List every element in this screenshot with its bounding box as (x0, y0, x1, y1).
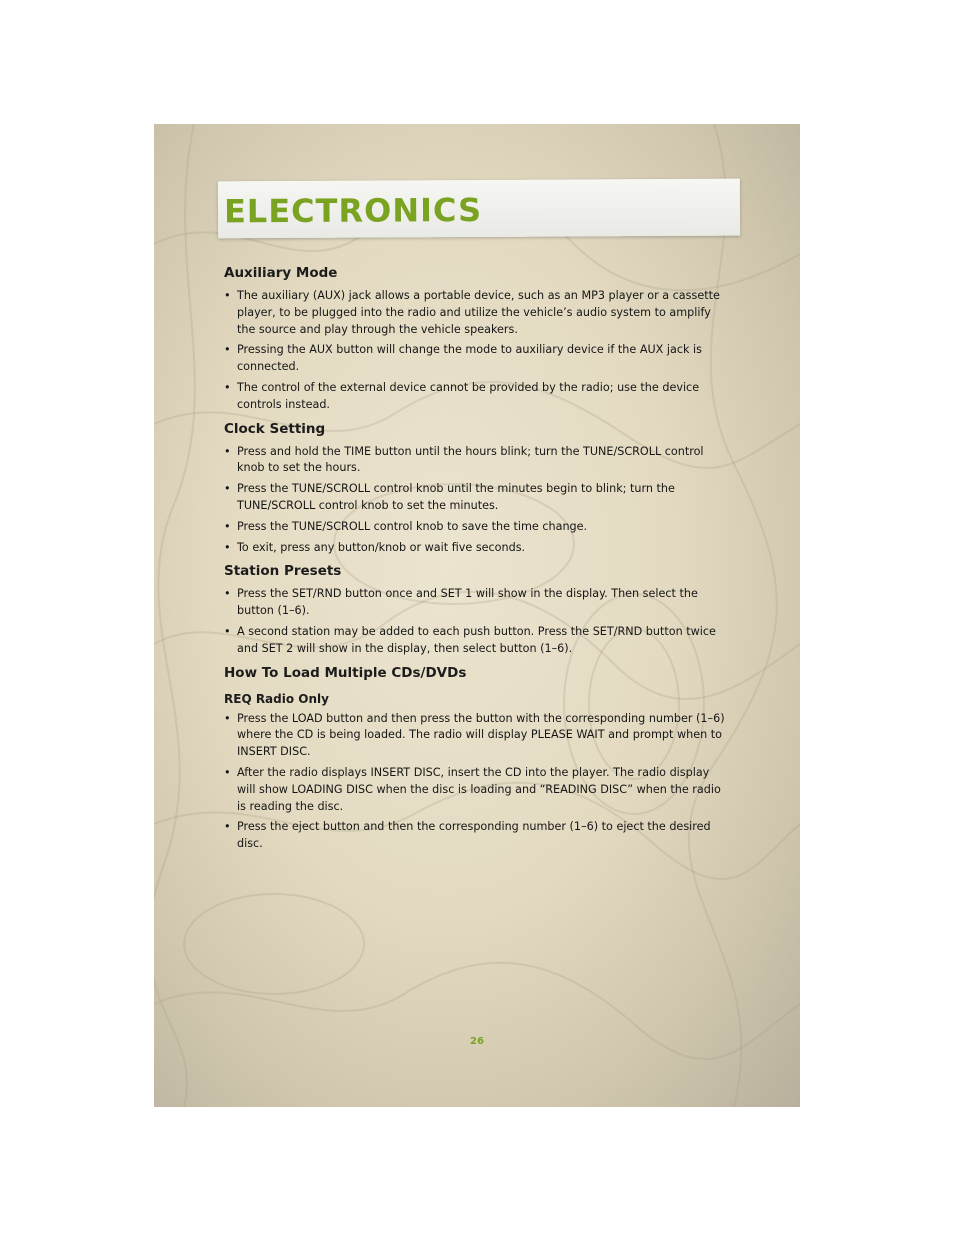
content-area (224, 264, 730, 853)
list-item: • The auxiliary (AUX) jack allows a portable device, such as an MP3 player or a cassette player, to be plugged into the radio and utilize the vehicle’s audio system to amplify the source and play through the vehicle speakers. (224, 288, 730, 338)
section-heading-auxiliary: Auxiliary Mode (224, 265, 338, 281)
section-heading-clock: Clock Setting (224, 420, 326, 437)
section-heading-presets: Station Presets (224, 563, 342, 580)
list-item: • After the radio displays INSERT DISC, insert the CD into the player. The radio display will show LOADING DISC when the disc is loading and “READING DISC” when the radio is reading the disc. (224, 765, 730, 815)
list-item: • The control of the external device cannot be provided by the radio; use the device controls instead. (224, 380, 730, 414)
page-number: 26 (470, 1036, 484, 1047)
sub-heading-req-radio: REQ Radio Only (224, 691, 329, 706)
bullet-list-auxiliary (224, 288, 730, 414)
list-item: • Press the TUNE/SCROLL control knob until the minutes begin to blink; turn the TUNE/SCROLL control knob to set the minutes. (224, 481, 730, 515)
bullet-list-presets (224, 586, 730, 657)
list-item: • Press the SET/RND button once and SET 1 will show in the display. Then select the button (1–6). (224, 586, 730, 620)
page-panel (154, 124, 800, 1107)
list-item: • Pressing the AUX button will change the mode to auxiliary device if the AUX jack is connected. (224, 342, 730, 376)
list-item: • Press the LOAD button and then press the button with the corresponding number (1–6) where the CD is being loaded. The radio will display PLEASE WAIT and prompt when to INSERT DISC. (224, 711, 730, 761)
list-item: • To exit, press any button/knob or wait five seconds. (224, 540, 730, 557)
bullet-list-clock (224, 444, 730, 557)
section-heading-multi-cd: How To Load Multiple CDs/DVDs (224, 664, 467, 681)
list-item: • A second station may be added to each push button. Press the SET/RND button twice and SET 2 will show in the display, then select button (1–6). (224, 624, 730, 658)
page-title: ELECTRONICS (223, 190, 483, 231)
bullet-list-multi-cd (224, 711, 730, 853)
list-item: • Press the TUNE/SCROLL control knob to save the time change. (224, 519, 730, 536)
title-banner (218, 179, 740, 239)
list-item: • Press and hold the TIME button until the hours blink; turn the TUNE/SCROLL control knob to set the hours. (224, 444, 730, 478)
list-item: • Press the eject button and then the corresponding number (1–6) to eject the desired disc. (224, 819, 730, 853)
